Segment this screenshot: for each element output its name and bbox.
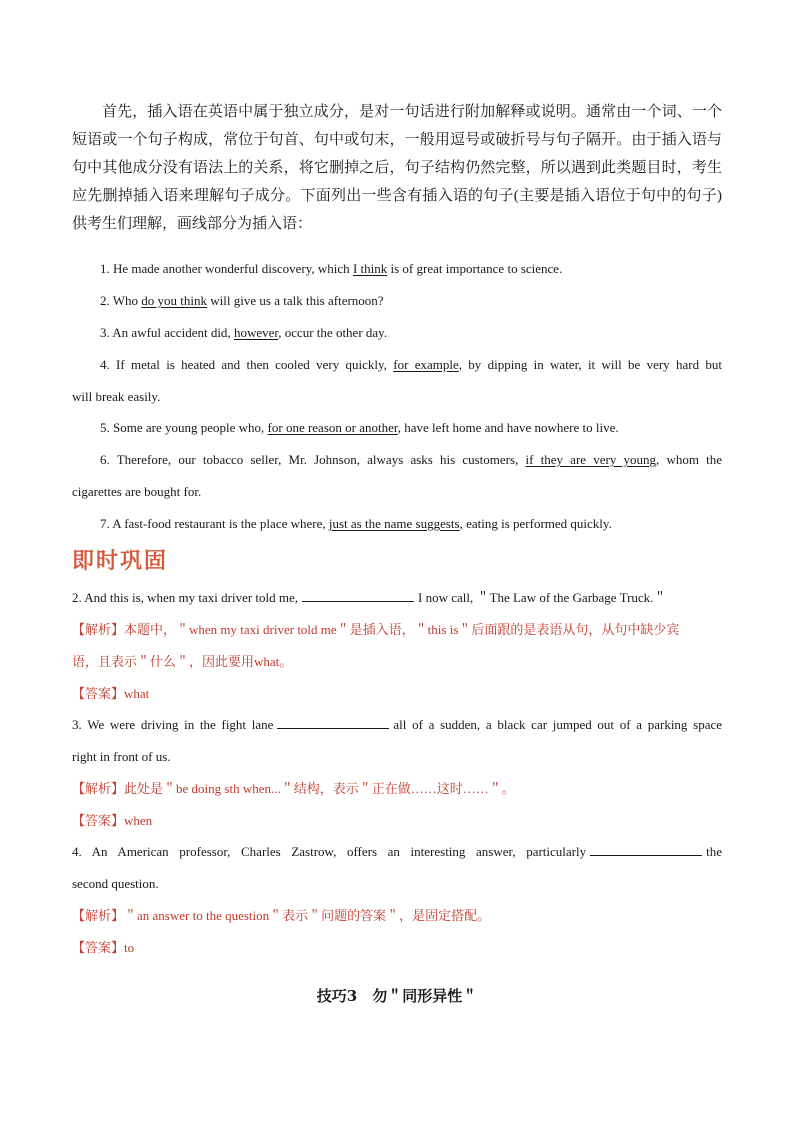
- example-4: [72, 356, 722, 374]
- answer-label: 【答案】: [72, 940, 125, 955]
- example-7: [72, 515, 722, 533]
- answer-label: 【答案】: [72, 686, 125, 701]
- analysis-4: [72, 907, 722, 925]
- underlined-parenthesis: for one reason or another: [267, 420, 398, 435]
- analysis-3: [72, 780, 722, 798]
- example-2: [72, 292, 722, 310]
- answer-text: what: [124, 686, 150, 701]
- example-text: 3. An awful accident did,: [100, 325, 234, 340]
- question-text: I now call, ＂The Law of the Garbage Truck.＂: [418, 590, 667, 605]
- answer-text: to: [124, 940, 135, 955]
- example-text: 1. He made another wonderful discovery, which: [100, 261, 353, 276]
- answer-4: [72, 939, 722, 957]
- section-title: 技巧3 勿＂同形异性＂: [316, 987, 478, 1005]
- example-3: [72, 324, 722, 342]
- example-text: , by dipping in water, it will be very hard but: [458, 357, 722, 372]
- example-text: is of great importance to science.: [387, 261, 563, 276]
- answer-blank: [590, 843, 702, 856]
- analysis-2: [72, 621, 722, 639]
- analysis-text: ＂an answer to the question＂表示＂问题的答案＂，是固定搭配。: [124, 908, 491, 923]
- example-text: , occur the other day.: [278, 325, 388, 340]
- analysis-label: 【解析】: [72, 622, 125, 637]
- example-text: 7. A fast-food restaurant is the place where,: [100, 516, 329, 531]
- question-text: the: [706, 844, 722, 859]
- example-4-continued: will break easily.: [72, 389, 161, 404]
- underlined-parenthesis: just as the name suggests: [328, 516, 460, 531]
- answer-3: [72, 812, 722, 830]
- answer-label: 【答案】: [72, 813, 125, 828]
- example-6-continued: cigarettes are bought for.: [72, 484, 202, 499]
- example-5: [72, 419, 722, 437]
- answer-blank: [302, 589, 414, 602]
- practice-heading: 即时巩固: [72, 549, 169, 574]
- analysis-text: 本题中，＂when my taxi driver told me＂是插入语，＂this is＂后面跟的是表语从句，从句中缺少宾: [124, 622, 680, 637]
- question-text: all of a sudden, a black car jumped out of a parking space: [393, 717, 722, 732]
- intro-paragraph: 首先，插入语在英语中属于独立成分，是对一句话进行附加解释或说明。通常由一个词、一个短语或一个句子构成，常位于句首、句中或句末，一般用逗号或破折号与句子隔开。由于插入语与句中其他成分没有语法上的关系，将它删掉之后，句子结构仍然完整，所以遇到此类题目时，考生应先删掉插入语来理解句子成分。下面列出一些含有插入语的句子(主要是插入语位于句中的句子)供考生们理解，画线部分为插入语：: [72, 104, 722, 232]
- example-1: [72, 260, 722, 278]
- answer-blank: [277, 716, 389, 729]
- example-text: , eating is performed quickly.: [459, 516, 612, 531]
- underlined-parenthesis: however: [233, 325, 279, 340]
- question-text: 4. An American professor, Charles Zastrow, offers an interesting answer, particularly: [72, 844, 587, 859]
- answer-text: when: [124, 813, 153, 828]
- question-3-continued: right in front of us.: [72, 749, 171, 764]
- question-2: [72, 589, 722, 607]
- question-4: [72, 843, 722, 861]
- example-text: 5. Some are young people who,: [100, 420, 268, 435]
- underlined-parenthesis: I think: [352, 261, 388, 276]
- underlined-parenthesis: if they are very young: [525, 452, 657, 467]
- example-text: will give us a talk this afternoon?: [207, 293, 384, 308]
- question-3: [72, 716, 722, 734]
- answer-2: [72, 685, 722, 703]
- underlined-parenthesis: do you think: [141, 293, 208, 308]
- example-text: , have left home and have nowhere to live.: [397, 420, 619, 435]
- analysis-2-continued: 语，且表示＂什么＂，因此要用what。: [72, 654, 293, 669]
- example-6: [72, 451, 722, 469]
- question-4-continued: second question.: [72, 876, 159, 891]
- question-text: 2. And this is, when my taxi driver told me,: [72, 590, 299, 605]
- example-text: 4. If metal is heated and then cooled very quickly,: [100, 357, 394, 372]
- example-text: 6. Therefore, our tobacco seller, Mr. Johnson, always asks his customers,: [100, 452, 526, 467]
- example-text: 2. Who: [100, 293, 142, 308]
- analysis-label: 【解析】: [72, 908, 125, 923]
- example-text: , whom the: [656, 452, 722, 467]
- underlined-parenthesis: for example: [393, 357, 459, 372]
- analysis-label: 【解析】: [72, 781, 125, 796]
- analysis-text: 此处是＂be doing sth when...＂结构，表示＂正在做……这时……＂。: [124, 781, 515, 796]
- question-text: 3. We were driving in the fight lane: [72, 717, 274, 732]
